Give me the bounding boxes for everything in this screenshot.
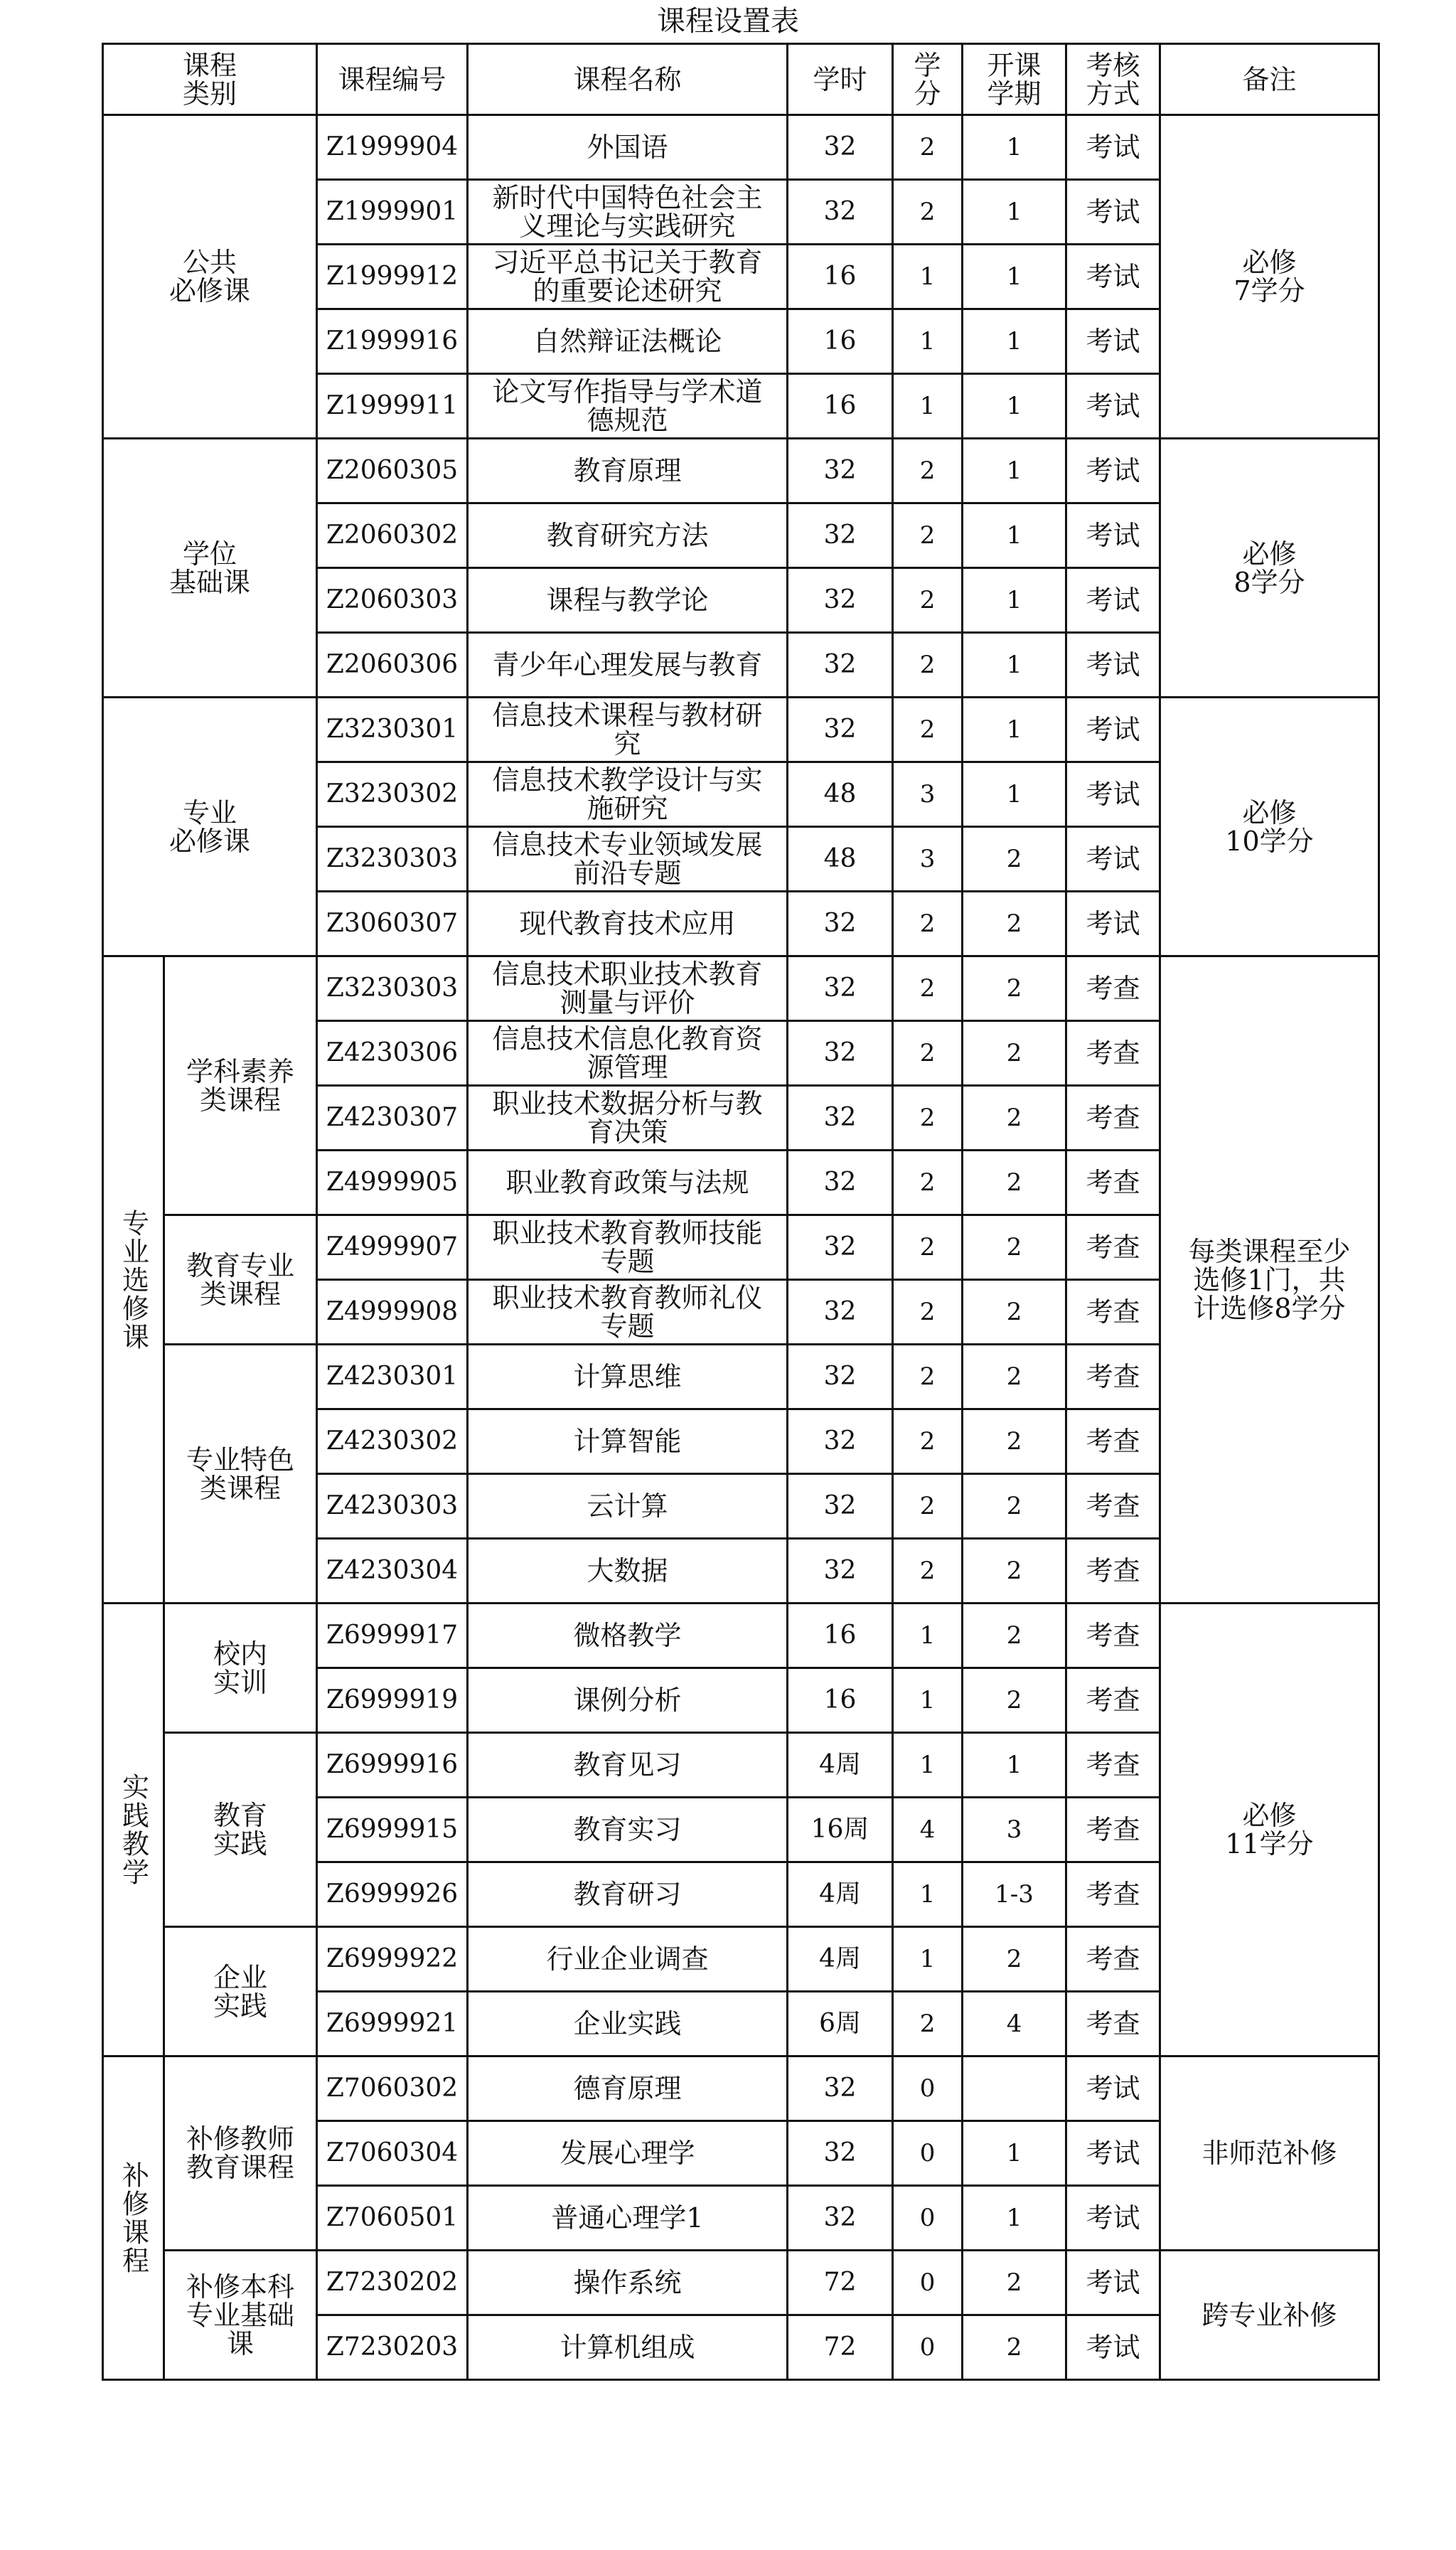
course-credits: 1 (893, 1604, 963, 1668)
course-semester: 1 (963, 245, 1066, 309)
table-row (103, 439, 1379, 503)
course-code: Z6999915 (317, 1798, 468, 1862)
course-assessment: 考试 (1066, 2251, 1160, 2315)
course-assessment: 考查 (1066, 1733, 1160, 1798)
course-credits: 2 (893, 503, 963, 568)
course-code: Z7060501 (317, 2186, 468, 2251)
course-code: Z3230303 (317, 956, 468, 1021)
course-semester: 2 (963, 2251, 1066, 2315)
course-credits: 1 (893, 1927, 963, 1992)
course-name: 信息技术教学设计与实 施研究 (468, 762, 788, 827)
course-name: 教育见习 (468, 1733, 788, 1798)
course-credits: 2 (893, 115, 963, 180)
course-credits: 2 (893, 1409, 963, 1474)
course-assessment: 考查 (1066, 1539, 1160, 1604)
course-semester: 2 (963, 892, 1066, 956)
course-hours: 32 (788, 1409, 893, 1474)
course-code: Z6999922 (317, 1927, 468, 1992)
course-semester: 1 (963, 1733, 1066, 1798)
course-code: Z7060302 (317, 2056, 468, 2121)
course-semester: 3 (963, 1798, 1066, 1862)
course-assessment: 考查 (1066, 1668, 1160, 1733)
course-credits: 2 (893, 1345, 963, 1409)
table-body (103, 115, 1379, 2380)
table-row (103, 698, 1379, 762)
course-hours: 4周 (788, 1862, 893, 1927)
course-assessment: 考查 (1066, 1280, 1160, 1345)
course-semester: 1 (963, 2121, 1066, 2186)
course-hours: 16 (788, 309, 893, 374)
course-assessment: 考查 (1066, 1409, 1160, 1474)
course-credits: 3 (893, 762, 963, 827)
course-name: 职业教育政策与法规 (468, 1151, 788, 1215)
course-code: Z1999904 (317, 115, 468, 180)
course-semester: 1 (963, 698, 1066, 762)
course-code: Z2060305 (317, 439, 468, 503)
course-assessment: 考查 (1066, 1604, 1160, 1668)
course-semester: 1 (963, 2186, 1066, 2251)
course-name: 行业企业调查 (468, 1927, 788, 1992)
course-assessment: 考试 (1066, 633, 1160, 698)
course-credits: 0 (893, 2251, 963, 2315)
course-credits: 2 (893, 1992, 963, 2056)
course-credits: 1 (893, 1733, 963, 1798)
course-name: 外国语 (468, 115, 788, 180)
course-hours: 4周 (788, 1927, 893, 1992)
course-code: Z7230203 (317, 2315, 468, 2380)
course-assessment: 考试 (1066, 245, 1160, 309)
course-name: 大数据 (468, 1539, 788, 1604)
table-row (103, 956, 1379, 1021)
course-assessment: 考查 (1066, 956, 1160, 1021)
course-semester: 1 (963, 115, 1066, 180)
course-code: Z6999916 (317, 1733, 468, 1798)
subgroup-special: 专业特色 类课程 (164, 1345, 317, 1604)
course-assessment: 考查 (1066, 1345, 1160, 1409)
course-name: 计算智能 (468, 1409, 788, 1474)
course-credits: 2 (893, 1539, 963, 1604)
header-category: 课程 类别 (103, 44, 317, 115)
header-name: 课程名称 (468, 44, 788, 115)
course-credits: 0 (893, 2121, 963, 2186)
course-semester: 2 (963, 1086, 1066, 1151)
course-table (102, 43, 1380, 2381)
course-semester: 2 (963, 1668, 1066, 1733)
course-code: Z4230306 (317, 1021, 468, 1086)
course-code: Z4230304 (317, 1539, 468, 1604)
course-code: Z2060303 (317, 568, 468, 633)
course-name: 信息技术信息化教育资 源管理 (468, 1021, 788, 1086)
course-code: Z7060304 (317, 2121, 468, 2186)
course-hours: 32 (788, 180, 893, 245)
course-hours: 72 (788, 2315, 893, 2380)
course-credits: 1 (893, 374, 963, 439)
course-hours: 32 (788, 1151, 893, 1215)
course-credits: 2 (893, 1086, 963, 1151)
table-row (103, 2251, 1379, 2315)
course-name: 发展心理学 (468, 2121, 788, 2186)
table-row (103, 2056, 1379, 2121)
course-semester: 1-3 (963, 1862, 1066, 1927)
course-semester: 2 (963, 1021, 1066, 1086)
course-credits: 3 (893, 827, 963, 892)
remark-teacher-edu: 非师范补修 (1160, 2056, 1379, 2251)
course-semester: 1 (963, 374, 1066, 439)
course-code: Z3230303 (317, 827, 468, 892)
course-code: Z1999901 (317, 180, 468, 245)
header-code: 课程编号 (317, 44, 468, 115)
course-name: 现代教育技术应用 (468, 892, 788, 956)
course-code: Z4230307 (317, 1086, 468, 1151)
course-code: Z1999911 (317, 374, 468, 439)
course-name: 信息技术职业技术教育 测量与评价 (468, 956, 788, 1021)
course-name: 职业技术教育教师技能 专题 (468, 1215, 788, 1280)
course-assessment: 考试 (1066, 892, 1160, 956)
remark-major-required: 必修 10学分 (1160, 698, 1379, 956)
course-assessment: 考试 (1066, 762, 1160, 827)
course-credits: 4 (893, 1798, 963, 1862)
course-code: Z3230302 (317, 762, 468, 827)
course-hours: 32 (788, 568, 893, 633)
course-semester: 1 (963, 180, 1066, 245)
course-name: 德育原理 (468, 2056, 788, 2121)
course-hours: 32 (788, 1539, 893, 1604)
course-name: 云计算 (468, 1474, 788, 1539)
course-code: Z2060302 (317, 503, 468, 568)
header-credits: 学 分 (893, 44, 963, 115)
course-assessment: 考查 (1066, 1086, 1160, 1151)
course-assessment: 考试 (1066, 309, 1160, 374)
course-credits: 2 (893, 1474, 963, 1539)
course-assessment: 考试 (1066, 180, 1160, 245)
header-semester: 开课 学期 (963, 44, 1066, 115)
course-credits: 2 (893, 633, 963, 698)
course-name: 计算机组成 (468, 2315, 788, 2380)
course-name: 企业实践 (468, 1992, 788, 2056)
course-name: 教育实习 (468, 1798, 788, 1862)
course-credits: 1 (893, 309, 963, 374)
course-name: 教育原理 (468, 439, 788, 503)
course-assessment: 考查 (1066, 1927, 1160, 1992)
course-code: Z3230301 (317, 698, 468, 762)
course-semester: 1 (963, 439, 1066, 503)
course-semester: 1 (963, 503, 1066, 568)
course-assessment: 考查 (1066, 1151, 1160, 1215)
course-hours: 16 (788, 1668, 893, 1733)
group-practice: 实践教学 (103, 1604, 164, 2056)
course-credits: 2 (893, 1215, 963, 1280)
course-code: Z6999917 (317, 1604, 468, 1668)
course-assessment: 考试 (1066, 698, 1160, 762)
remark-public: 必修 7学分 (1160, 115, 1379, 439)
course-assessment: 考试 (1066, 827, 1160, 892)
course-name: 论文写作指导与学术道 德规范 (468, 374, 788, 439)
course-name: 计算思维 (468, 1345, 788, 1409)
course-hours: 32 (788, 698, 893, 762)
course-credits: 0 (893, 2056, 963, 2121)
course-code: Z4230302 (317, 1409, 468, 1474)
course-code: Z4999908 (317, 1280, 468, 1345)
course-semester: 2 (963, 1604, 1066, 1668)
course-assessment: 考试 (1066, 439, 1160, 503)
course-semester: 2 (963, 1151, 1066, 1215)
course-semester: 2 (963, 1539, 1066, 1604)
course-assessment: 考试 (1066, 2056, 1160, 2121)
course-assessment: 考查 (1066, 1474, 1160, 1539)
course-name: 操作系统 (468, 2251, 788, 2315)
course-code: Z4999905 (317, 1151, 468, 1215)
course-name: 新时代中国特色社会主 义理论与实践研究 (468, 180, 788, 245)
course-hours: 32 (788, 1280, 893, 1345)
group-degree: 学位 基础课 (103, 439, 317, 698)
course-name: 微格教学 (468, 1604, 788, 1668)
course-hours: 32 (788, 1021, 893, 1086)
course-credits: 2 (893, 1280, 963, 1345)
table-title: 课程设置表 (657, 5, 799, 38)
course-name: 习近平总书记关于教育 的重要论述研究 (468, 245, 788, 309)
remark-major-elective: 每类课程至少 选修1门，共 计选修8学分 (1160, 956, 1379, 1604)
course-assessment: 考查 (1066, 1992, 1160, 2056)
course-hours: 32 (788, 1086, 893, 1151)
course-semester: 2 (963, 1927, 1066, 1992)
course-semester: 1 (963, 568, 1066, 633)
course-code: Z4999907 (317, 1215, 468, 1280)
course-credits: 2 (893, 1151, 963, 1215)
course-hours: 16周 (788, 1798, 893, 1862)
course-name: 教育研究方法 (468, 503, 788, 568)
course-semester: 2 (963, 1215, 1066, 1280)
remark-undergrad: 跨专业补修 (1160, 2251, 1379, 2380)
course-name: 自然辩证法概论 (468, 309, 788, 374)
course-hours: 16 (788, 245, 893, 309)
course-code: Z7230202 (317, 2251, 468, 2315)
subgroup-edu-major: 教育专业 类课程 (164, 1215, 317, 1345)
course-hours: 48 (788, 827, 893, 892)
course-code: Z3060307 (317, 892, 468, 956)
course-semester: 2 (963, 827, 1066, 892)
subgroup-literacy: 学科素养 类课程 (164, 956, 317, 1215)
course-credits: 2 (893, 956, 963, 1021)
course-name: 课例分析 (468, 1668, 788, 1733)
course-credits: 2 (893, 180, 963, 245)
course-hours: 32 (788, 2121, 893, 2186)
course-hours: 32 (788, 115, 893, 180)
group-supplement: 补修课程 (103, 2056, 164, 2380)
course-assessment: 考查 (1066, 1215, 1160, 1280)
course-assessment: 考试 (1066, 2186, 1160, 2251)
subgroup-undergrad: 补修本科 专业基础 课 (164, 2251, 317, 2380)
subgroup-edu-practice: 教育 实践 (164, 1733, 317, 1927)
header-remarks: 备注 (1160, 44, 1379, 115)
course-hours: 32 (788, 439, 893, 503)
remark-degree: 必修 8学分 (1160, 439, 1379, 698)
course-code: Z1999912 (317, 245, 468, 309)
course-credits: 0 (893, 2186, 963, 2251)
course-assessment: 考查 (1066, 1021, 1160, 1086)
course-semester: 2 (963, 1474, 1066, 1539)
course-hours: 16 (788, 374, 893, 439)
course-hours: 32 (788, 633, 893, 698)
table-row (103, 1604, 1379, 1668)
course-credits: 1 (893, 1668, 963, 1733)
course-hours: 32 (788, 503, 893, 568)
course-semester: 1 (963, 633, 1066, 698)
header-row (103, 44, 1379, 115)
course-credits: 2 (893, 892, 963, 956)
course-assessment: 考试 (1066, 2315, 1160, 2380)
course-assessment: 考查 (1066, 1862, 1160, 1927)
course-name: 职业技术教育教师礼仪 专题 (468, 1280, 788, 1345)
course-semester: 2 (963, 2315, 1066, 2380)
course-assessment: 考试 (1066, 374, 1160, 439)
course-assessment: 考试 (1066, 503, 1160, 568)
course-semester: 2 (963, 1345, 1066, 1409)
course-credits: 1 (893, 1862, 963, 1927)
course-name: 普通心理学1 (468, 2186, 788, 2251)
course-code: Z6999921 (317, 1992, 468, 2056)
course-credits: 2 (893, 1021, 963, 1086)
course-hours: 32 (788, 956, 893, 1021)
course-hours: 4周 (788, 1733, 893, 1798)
course-credits: 2 (893, 568, 963, 633)
course-semester: 2 (963, 1409, 1066, 1474)
course-code: Z2060306 (317, 633, 468, 698)
course-code: Z4230301 (317, 1345, 468, 1409)
course-semester: 2 (963, 956, 1066, 1021)
subgroup-enterprise: 企业 实践 (164, 1927, 317, 2056)
course-hours: 32 (788, 2186, 893, 2251)
course-hours: 6周 (788, 1992, 893, 2056)
course-semester: 2 (963, 1280, 1066, 1345)
course-hours: 32 (788, 1474, 893, 1539)
course-assessment: 考试 (1066, 115, 1160, 180)
group-major-elective: 专业选修课 (103, 956, 164, 1604)
group-major-required: 专业 必修课 (103, 698, 317, 956)
subgroup-campus: 校内 实训 (164, 1604, 317, 1733)
course-hours: 32 (788, 2056, 893, 2121)
course-assessment: 考查 (1066, 1798, 1160, 1862)
course-credits: 2 (893, 698, 963, 762)
course-name: 信息技术专业领域发展 前沿专题 (468, 827, 788, 892)
course-name: 教育研习 (468, 1862, 788, 1927)
course-assessment: 考试 (1066, 2121, 1160, 2186)
course-code: Z1999916 (317, 309, 468, 374)
course-code: Z6999926 (317, 1862, 468, 1927)
course-name: 信息技术课程与教材研 究 (468, 698, 788, 762)
remark-practice: 必修 11学分 (1160, 1604, 1379, 2056)
course-semester: 4 (963, 1992, 1066, 2056)
course-hours: 32 (788, 1215, 893, 1280)
group-public: 公共 必修课 (103, 115, 317, 439)
course-name: 青少年心理发展与教育 (468, 633, 788, 698)
table-row (103, 115, 1379, 180)
course-code: Z4230303 (317, 1474, 468, 1539)
header-assessment: 考核 方式 (1066, 44, 1160, 115)
course-semester (963, 2056, 1066, 2121)
course-hours: 72 (788, 2251, 893, 2315)
course-code: Z6999919 (317, 1668, 468, 1733)
course-hours: 48 (788, 762, 893, 827)
course-hours: 16 (788, 1604, 893, 1668)
course-name: 职业技术数据分析与教 育决策 (468, 1086, 788, 1151)
header-hours: 学时 (788, 44, 893, 115)
subgroup-teacher-edu: 补修教师 教育课程 (164, 2056, 317, 2251)
course-name: 课程与教学论 (468, 568, 788, 633)
course-assessment: 考试 (1066, 568, 1160, 633)
course-semester: 1 (963, 762, 1066, 827)
course-credits: 1 (893, 245, 963, 309)
course-credits: 2 (893, 439, 963, 503)
course-hours: 32 (788, 892, 893, 956)
course-hours: 32 (788, 1345, 893, 1409)
course-credits: 0 (893, 2315, 963, 2380)
course-semester: 1 (963, 309, 1066, 374)
